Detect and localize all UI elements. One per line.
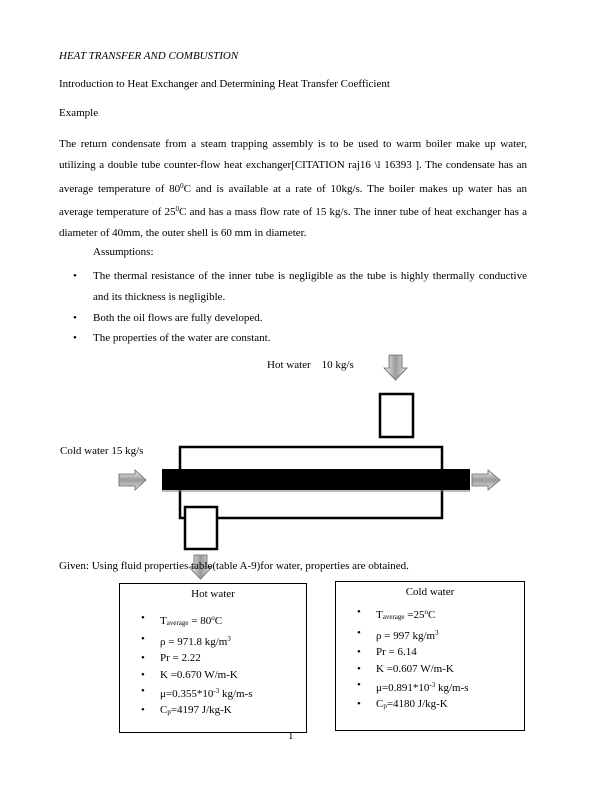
assumptions-heading: Assumptions: xyxy=(93,246,154,258)
bullet-icon: • xyxy=(141,704,145,717)
list-item: • ρ = 971.8 $kg/m^3$ xyxy=(141,633,231,649)
list-item: • Pr = 2.22 xyxy=(120,650,306,666)
bullet-icon: • xyxy=(73,270,77,282)
cold-box-title: Cold water xyxy=(405,586,455,598)
hot-water-properties-box xyxy=(119,583,307,733)
bullet-icon: • xyxy=(357,606,361,618)
list-item: • Pr = 6.14 xyxy=(336,644,524,660)
bullet-icon: • xyxy=(73,332,77,345)
list-item: • K =0.670 W/m-K xyxy=(120,667,306,683)
list-item: • Taverage $=25^oC$ xyxy=(357,606,436,621)
list-item: • The properties of the water are constant. xyxy=(59,328,527,349)
cold-water-flow-label: Cold water 15 kg/s xyxy=(60,445,144,457)
bullet-icon: • xyxy=(141,612,145,624)
bullet-icon: • xyxy=(357,646,361,659)
right-arrow-icon xyxy=(119,470,146,490)
bullet-icon: • xyxy=(357,678,361,691)
cold-water-properties-box xyxy=(335,581,525,731)
list-item: • Cp=4197 J/kg-K xyxy=(120,702,306,720)
hot-outlet-nozzle xyxy=(185,507,217,549)
bullet-icon: • xyxy=(141,633,145,646)
list-item: • The thermal resistance of the inner tube is negligible as the tube is highly thermally conductive and its thickness is negligible. xyxy=(59,266,527,308)
bullet-icon: • xyxy=(141,684,145,697)
bullet-icon: • xyxy=(357,662,361,675)
list-item: • Both the oil flows are fully developed. xyxy=(59,308,527,329)
list-item: • Cp=4180 J/kg-K xyxy=(336,696,524,714)
doc-title: HEAT TRANSFER AND COMBUSTION xyxy=(59,50,239,62)
doc-subtitle: Introduction to Heat Exchanger and Determining Heat Transfer Coefficient xyxy=(59,78,390,90)
page-number: 1 xyxy=(288,730,294,742)
list-item: • ρ = 997 $kg/m^3$ xyxy=(357,627,439,643)
hot-inlet-nozzle xyxy=(380,394,413,437)
intro-paragraph: The return condensate from a steam trapping assembly is to be used to warm boiler make up water, utilizing a double tube counter-flow heat exchanger[CITATION raj16 \l 16393 ]. The condensate has an average temperature of $80^0C$ and is available at a rate of 10kg/s. The boiler makes up water has an average temperature of $25^0C$ and has a mass flow rate of 15 kg/s. The inner tube of heat exchanger has a diameter of 40mm, the outer shell is 60 mm in diameter. xyxy=(59,138,527,240)
list-item: • K =0.607 W/m-K xyxy=(336,661,524,677)
list-item: • Taverage = $80^oC$ xyxy=(141,612,223,627)
example-label: Example xyxy=(59,107,99,119)
list-item: • $\mu=0.355*10^{-3}$ kg/m-s xyxy=(141,684,253,700)
bullet-icon: • xyxy=(141,668,145,681)
bullet-icon: • xyxy=(357,698,361,711)
list-item: • $\mu=0.891*10^{-3}$ kg/m-s xyxy=(357,678,469,694)
given-text: Given: Using fluid properties table(table A-9)for water, properties are obtained. xyxy=(59,560,409,572)
down-arrow-icon xyxy=(384,355,407,380)
bullet-icon: • xyxy=(73,311,77,324)
inner-tube xyxy=(162,469,470,490)
hot-water-flow-label: Hot water 10 kg/s xyxy=(267,359,354,371)
bullet-icon: • xyxy=(141,652,145,665)
right-arrow-icon xyxy=(472,470,500,490)
bullet-icon: • xyxy=(357,627,361,640)
hot-box-title: Hot water xyxy=(191,588,235,600)
